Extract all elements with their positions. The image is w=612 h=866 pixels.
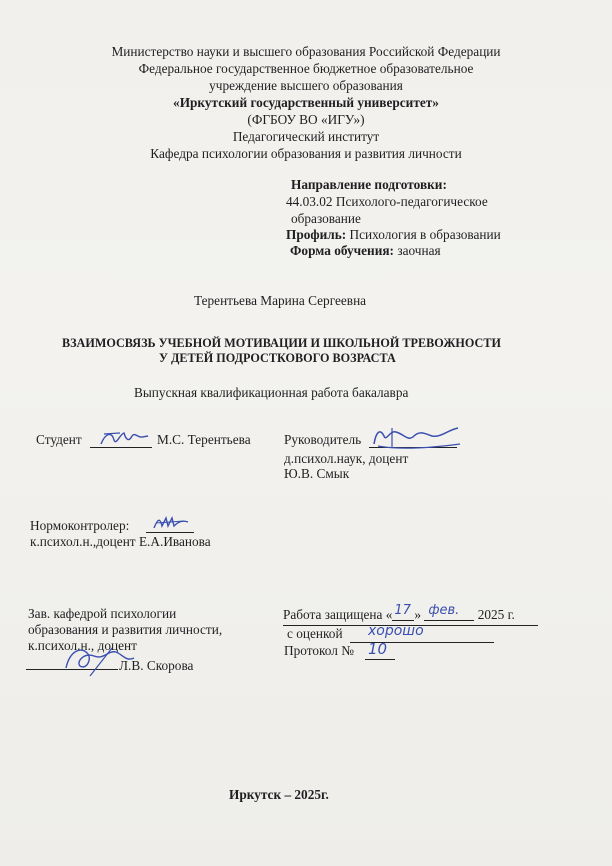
head-name: Л.В. Скорова	[119, 658, 194, 673]
normcontrol-signature	[150, 514, 190, 532]
study-form-value: заочная	[394, 243, 441, 258]
student-name: М.С. Терентьева	[157, 432, 251, 447]
institute-name: Педагогический институт	[232, 129, 380, 144]
protocol-line	[365, 659, 395, 660]
direction-value: 44.03.02 Психолого-педагогическое	[286, 194, 488, 209]
institution-type-line-2: учреждение высшего образования	[209, 78, 403, 93]
university-name: «Иркутский государственный университет»	[173, 95, 439, 110]
defense-year: 2025 г.	[477, 607, 515, 622]
head-title-line-3: к.психол.н., доцент	[28, 638, 137, 653]
author-name: Терентьева Марина Сергеевна	[194, 293, 367, 308]
student-signature	[98, 428, 150, 450]
thesis-type: Выпускная квалификационная работа бакалавра	[134, 385, 409, 400]
defense-day: 17	[394, 603, 411, 618]
protocol-number: 10	[368, 640, 388, 658]
defense-month-field	[424, 603, 474, 621]
profile-label: Профиль:	[286, 227, 347, 242]
study-form-line	[290, 243, 441, 259]
grade-value: хорошо	[368, 623, 424, 639]
institution-type-line: Федеральное государственное бюджетное образовательное	[138, 61, 474, 76]
defense-month: фев.	[428, 603, 460, 618]
supervisor-degree: д.психол.наук, доцент	[284, 451, 409, 466]
ministry-line: Министерство науки и высшего образования Российской Федерации	[111, 44, 501, 59]
thesis-title-line-1: ВЗАИМОСВЯЗЬ УЧЕБНОЙ МОТИВАЦИИ И ШКОЛЬНОЙ ТРЕВОЖНОСТИ	[62, 336, 501, 350]
direction-value-2: образование	[291, 211, 361, 226]
study-form-label: Форма обучения:	[290, 243, 394, 258]
student-label: Студент	[36, 432, 82, 447]
head-title-line-2: образования и развития личности,	[28, 622, 223, 637]
defense-day-field	[392, 603, 414, 621]
grade-label: с оценкой	[287, 626, 343, 641]
department-name: Кафедра психологии образования и развития личности	[150, 146, 462, 161]
normcontrol-label: Нормоконтролер:	[30, 518, 130, 533]
protocol-label: Протокол №	[284, 643, 354, 658]
supervisor-signature	[370, 424, 462, 454]
normcontrol-person: к.психол.н.,доцент Е.А.Иванова	[30, 534, 211, 549]
supervisor-label: Руководитель	[284, 432, 362, 447]
profile-value: Психология в образовании	[346, 227, 501, 242]
protected-prefix: Работа защищена «	[283, 607, 393, 622]
head-title-line-1: Зав. кафедрой психологии	[28, 606, 177, 621]
city-year: Иркутск – 2025г.	[229, 787, 329, 802]
protected-line	[283, 603, 515, 623]
normcontrol-signature-line	[146, 532, 194, 533]
university-abbr: (ФГБОУ ВО «ИГУ»)	[247, 112, 365, 127]
supervisor-name: Ю.В. Смык	[284, 466, 350, 481]
protected-mid: »	[414, 607, 422, 622]
direction-label: Направление подготовки:	[291, 177, 447, 192]
thesis-title-line-2: У ДЕТЕЙ ПОДРОСТКОВОГО ВОЗРАСТА	[159, 351, 396, 365]
profile-line	[286, 227, 501, 243]
